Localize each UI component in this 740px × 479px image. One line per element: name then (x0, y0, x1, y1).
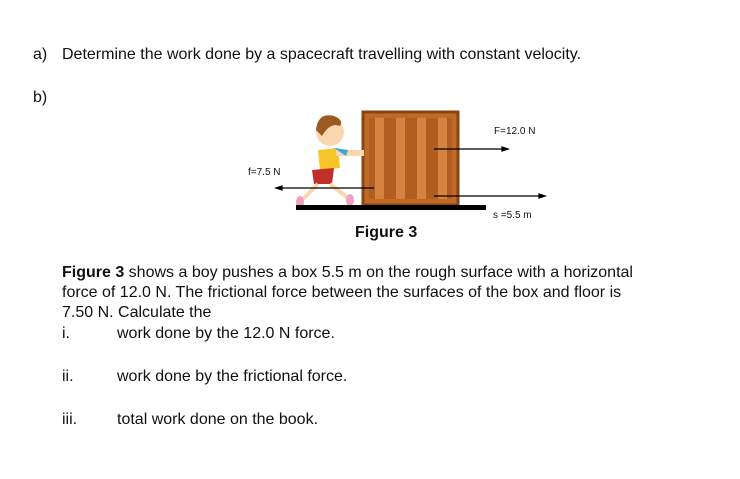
figure-caption: Figure 3 (355, 224, 418, 241)
paragraph-line-1 (62, 264, 633, 282)
question-a-label: a) (33, 46, 48, 63)
paragraph-line-3: 7.50 N. Calculate the (62, 304, 212, 321)
ground-surface (296, 205, 486, 210)
part-ii-label: ii. (62, 368, 74, 385)
part-ii-text: work done by the frictional force. (117, 368, 348, 385)
crate (363, 112, 458, 205)
question-a-text: Determine the work done by a spacecraft travelling with constant velocity. (62, 46, 582, 63)
arrowhead-icon (502, 147, 508, 151)
paragraph-line-2: force of 12.0 N. The frictional force between the surfaces of the box and floor is (62, 284, 622, 301)
arrowhead-icon (276, 186, 282, 190)
boy (296, 115, 364, 208)
part-i-label: i. (62, 325, 70, 342)
paragraph-text: shows a boy pushes a box 5.5 m on the rough surface with a horizontal (124, 264, 633, 281)
figure-reference: Figure 3 (62, 264, 125, 281)
question-b-label: b) (33, 89, 48, 106)
arrowhead-icon (539, 194, 545, 198)
displacement-label: s =5.5 m (493, 210, 532, 221)
force-label: F=12.0 N (494, 126, 536, 137)
part-iii-text: total work done on the book. (117, 411, 319, 428)
part-i-text: work done by the 12.0 N force. (117, 325, 335, 342)
part-iii-label: iii. (62, 411, 78, 428)
friction-label: f=7.5 N (248, 167, 281, 178)
